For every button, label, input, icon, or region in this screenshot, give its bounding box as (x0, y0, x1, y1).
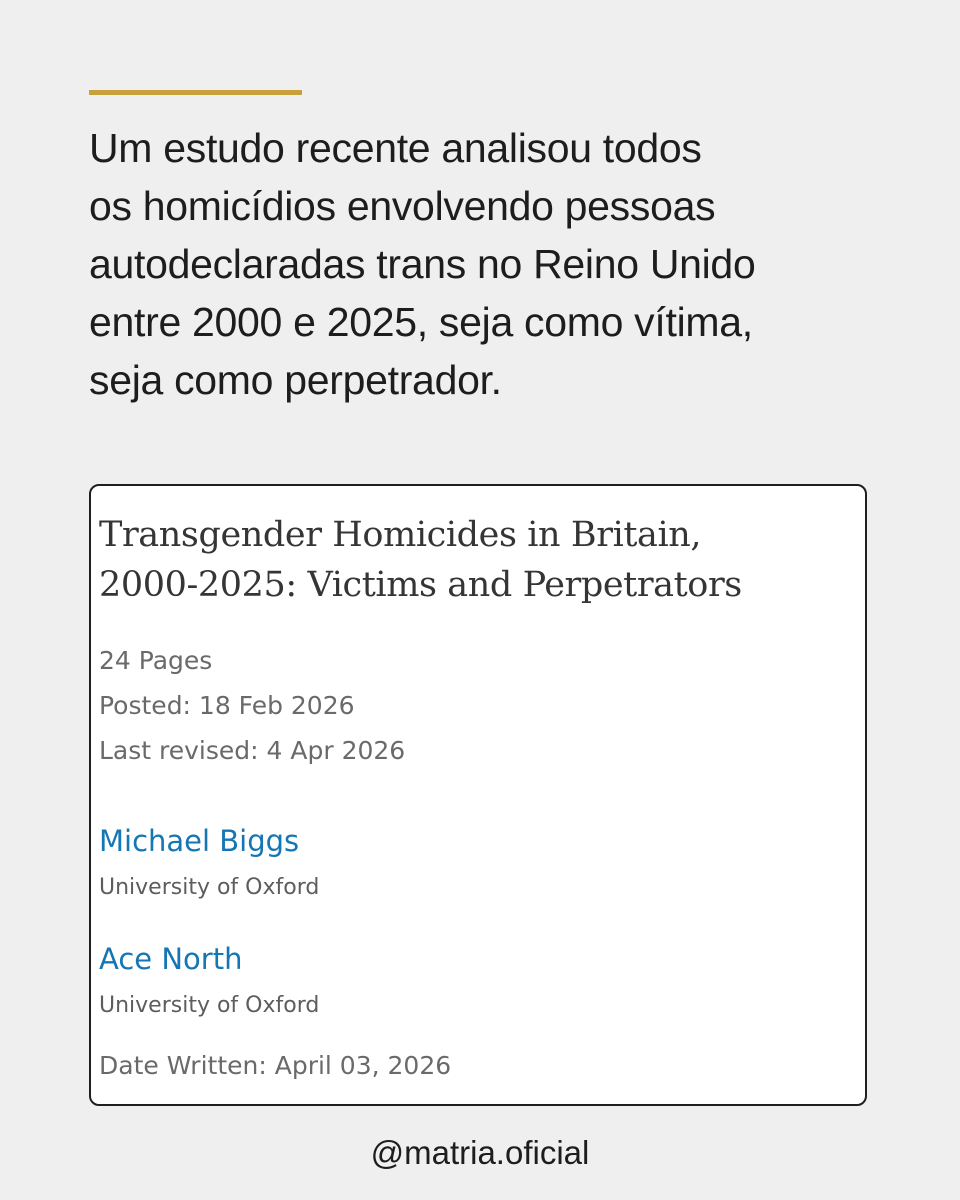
paper-title-line: Transgender Homicides in Britain, (99, 515, 702, 555)
paper-title (99, 510, 859, 610)
intro-line: entre 2000 e 2025, seja como vítima, (89, 299, 753, 345)
social-handle: @matria.oficial (370, 1134, 590, 1171)
accent-rule (89, 90, 302, 95)
intro-line: seja como perpetrador. (89, 357, 502, 403)
intro-line: os homicídios envolvendo pessoas (89, 183, 716, 229)
last-revised-date: Last revised: 4 Apr 2026 (99, 736, 406, 765)
author-affiliation: University of Oxford (99, 875, 320, 900)
paper-title-line: 2000-2025: Victims and Perpetrators (99, 565, 742, 605)
author-link-ace-north[interactable]: Ace North (99, 942, 243, 976)
intro-line: Um estudo recente analisou todos (89, 125, 702, 171)
author-affiliation: University of Oxford (99, 993, 320, 1018)
paper-card (89, 484, 867, 1106)
intro-paragraph (89, 119, 849, 409)
page-count: 24 Pages (99, 646, 213, 675)
date-written: Date Written: April 03, 2026 (99, 1051, 452, 1080)
intro-line: autodeclaradas trans no Reino Unido (89, 241, 756, 287)
author-link-michael-biggs[interactable]: Michael Biggs (99, 824, 300, 858)
posted-date: Posted: 18 Feb 2026 (99, 691, 355, 720)
